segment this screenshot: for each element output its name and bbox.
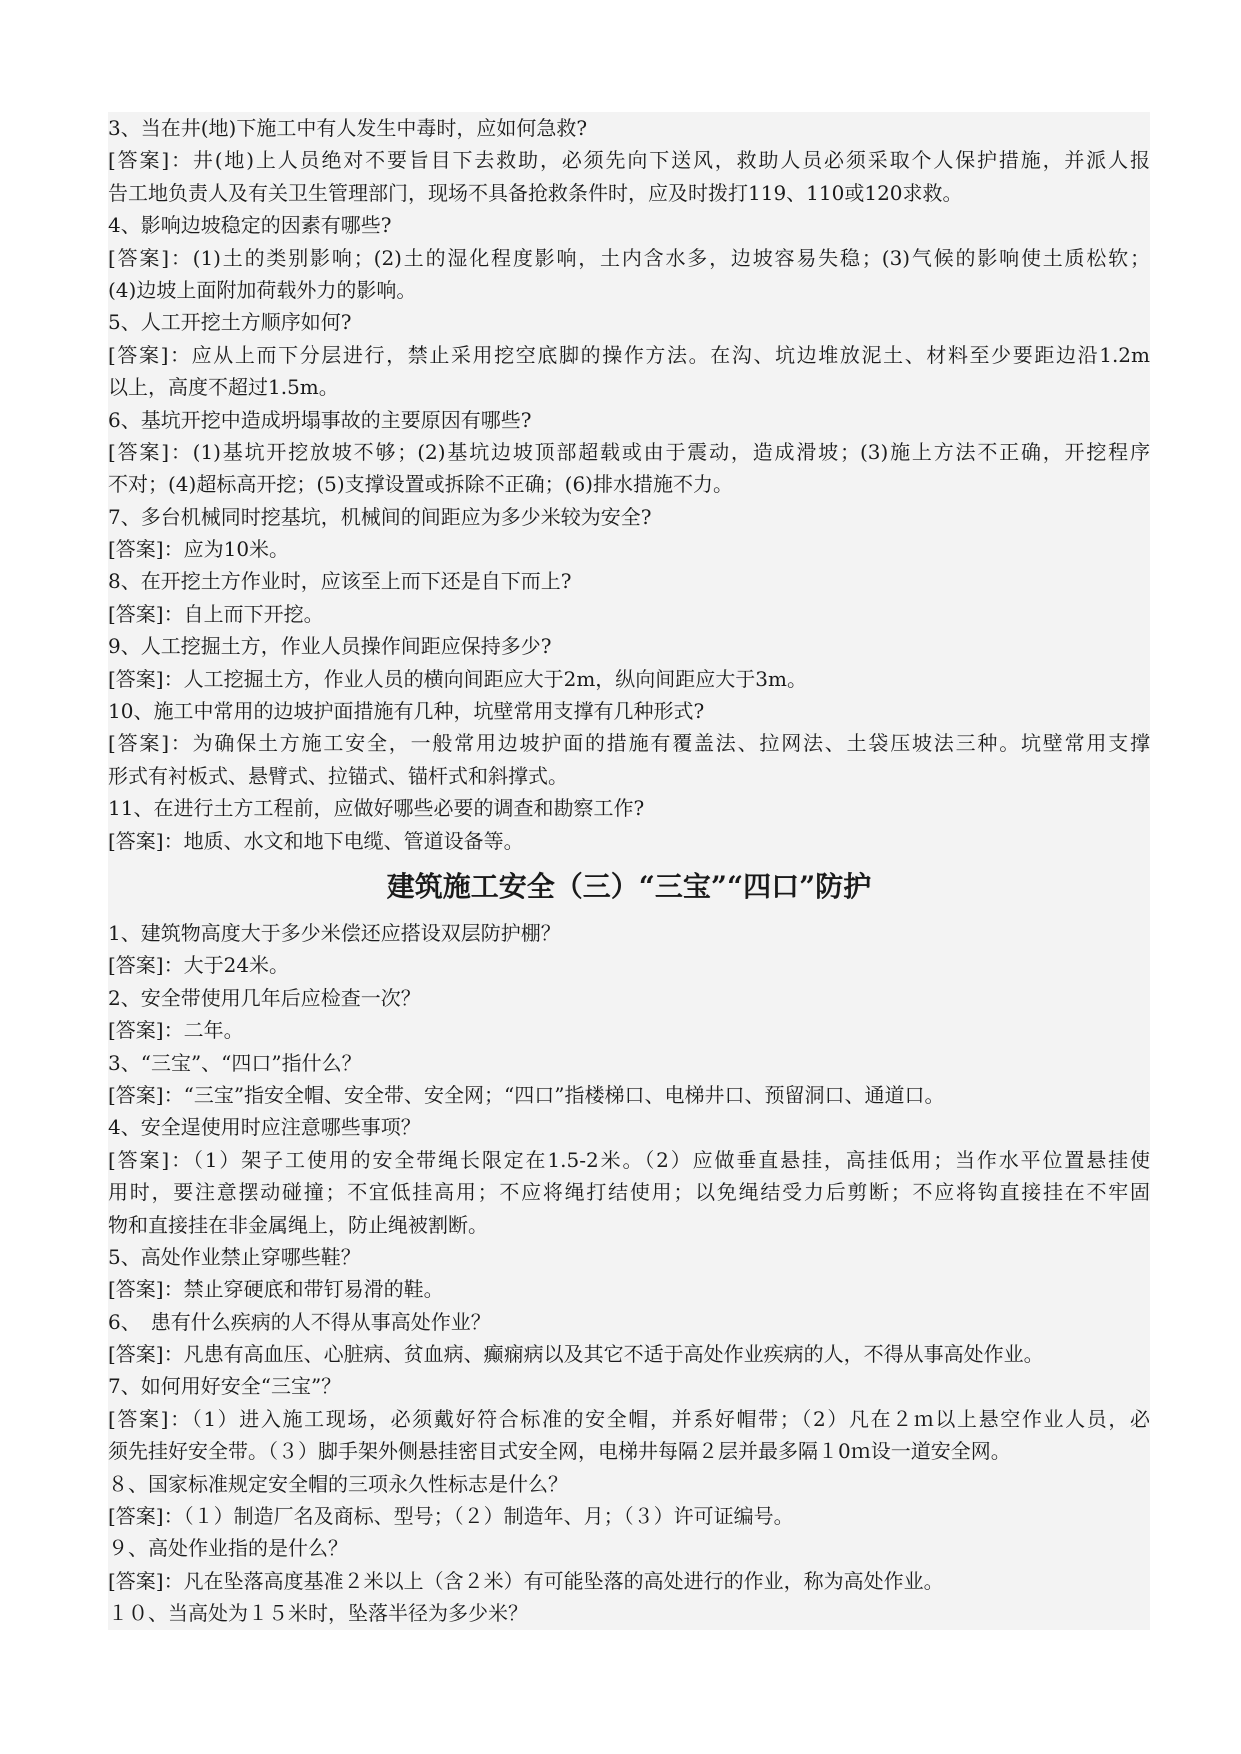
text-line: 告工地负责人及有关卫生管理部门，现场不具备抢救条件时，应及时拨打119、110或120求救。 xyxy=(108,180,963,205)
answer-line: [答案]：凡患有高血压、心脏病、贫血病、癫痫病以及其它不适于高处作业疾病的人，不得从事高处作业。 xyxy=(108,1342,1044,1367)
answer-line: [答案]：禁止穿硬底和带钉易滑的鞋。 xyxy=(108,1277,444,1302)
qa-section-three-treasures-four-openings xyxy=(108,917,1150,1630)
qa-section-earthwork xyxy=(108,112,1150,857)
answer-line: [答案]：二年。 xyxy=(108,1018,244,1043)
question-line: 3、当在井(地)下施工中有人发生中毒时，应如何急救? xyxy=(108,116,588,140)
answer-line: [答案]：（1）进入施工现场，必须戴好符合标准的安全帽，并系好帽带；（2）凡在２ｍ以上悬空作业人员，必 xyxy=(108,1406,1150,1431)
question-line: ８、国家标准规定安全帽的三项永久性标志是什么？ xyxy=(108,1471,568,1496)
answer-line: [答案]：井(地)上人员绝对不要旨目下去救助，必须先向下送风，救助人员必须采取个人保护措施，并派人报 xyxy=(108,148,1150,173)
answer-line: [答案]：自上而下开挖。 xyxy=(108,601,324,626)
text-line: (4)边坡上面附加荷载外力的影响。 xyxy=(108,277,417,302)
text-line: 物和直接挂在非金属绳上，防止绳被割断。 xyxy=(108,1212,488,1237)
question-line: 7、多台机械同时挖基坑，机械间的间距应为多少米较为安全? xyxy=(108,504,652,529)
question-line: 6、基坑开挖中造成坍塌事故的主要原因有哪些? xyxy=(108,407,532,432)
question-line: １０、当高处为１５米时，坠落半径为多少米？ xyxy=(108,1601,528,1626)
answer-line: [答案]：“三宝”指安全帽、安全带、安全网；“四口”指楼梯口、电梯井口、预留洞口、通道口。 xyxy=(108,1082,945,1107)
question-line: 1、建筑物高度大于多少米偿还应搭设双层防护棚？ xyxy=(108,920,561,945)
question-line: 9、人工挖掘土方，作业人员操作间距应保持多少? xyxy=(108,634,552,659)
answer-line: [答案]：(1)基坑开挖放坡不够；(2)基坑边坡顶部超载或由于震动，造成滑坡；(3)施上方法不正确，开挖程序 xyxy=(108,439,1150,464)
answer-line: [答案]：（1）架子工使用的安全带绳长限定在1.5-2米。（2）应做垂直悬挂，高挂低用；当作水平位置悬挂使 xyxy=(108,1147,1150,1172)
question-line: 6、 患有什么疾病的人不得从事高处作业？ xyxy=(108,1309,491,1334)
question-line: 7、如何用好安全“三宝”？ xyxy=(108,1374,342,1399)
question-line: 5、高处作业禁止穿哪些鞋？ xyxy=(108,1244,361,1269)
text-line: 以上，高度不超过1.5m。 xyxy=(108,375,339,400)
question-line: 4、影响边坡稳定的因素有哪些? xyxy=(108,213,392,238)
text-line: 用时，要注意摆动碰撞；不宜低挂高用；不应将绳打结使用；以免绳结受力后剪断；不应将钩直接挂在不牢固 xyxy=(108,1180,1150,1205)
answer-line: [答案]：地质、水文和地下电缆、管道设备等。 xyxy=(108,828,524,853)
question-line: 2、安全带使用几年后应检查一次？ xyxy=(108,985,421,1010)
question-line: 11、在进行土方工程前，应做好哪些必要的调查和勘察工作? xyxy=(108,796,645,821)
answer-line: [答案]：为确保土方施工安全，一般常用边坡护面的措施有覆盖法、拉网法、土袋压坡法三种。坑壁常用支撑 xyxy=(108,731,1150,756)
question-line: 4、安全逞使用时应注意哪些事项？ xyxy=(108,1115,421,1140)
answer-line: [答案]：大于24米。 xyxy=(108,953,290,978)
question-line: 10、施工中常用的边坡护面措施有几种，坑壁常用支撑有几种形式? xyxy=(108,699,705,724)
answer-line: [答案]：人工挖掘土方，作业人员的横向间距应大于2m，纵向间距应大于3m。 xyxy=(108,666,807,691)
text-line: 不对；(4)超标高开挖；(5)支撑设置或拆除不正确；(6)排水措施不力。 xyxy=(108,472,733,497)
section-title: 建筑施工安全（三）“三宝”“四口”防护 xyxy=(386,869,872,903)
answer-line: [答案]：凡在坠落高度基准２米以上（含２米）有可能坠落的高处进行的作业，称为高处作业。 xyxy=(108,1568,944,1593)
answer-line: [答案]：(1)土的类别影响；(2)土的湿化程度影响，土内含水多，边坡容易失稳；(3)气候的影响使土质松软； xyxy=(108,245,1150,270)
answer-line: [答案]：应从上而下分层进行，禁止采用挖空底脚的操作方法。在沟、坑边堆放泥土、材料至少要距边沿1.2m xyxy=(108,342,1150,367)
answer-line: [答案]：（１）制造厂名及商标、型号；（２）制造年、月；（３）许可证编号。 xyxy=(108,1504,794,1529)
text-line: 须先挂好安全带。（３）脚手架外侧悬挂密目式安全网，电梯井每隔２层并最多隔１0ｍ设一道安全网。 xyxy=(108,1439,1011,1464)
question-line: 3、“三宝”、“四口”指什么？ xyxy=(108,1050,362,1075)
document-page xyxy=(108,112,1150,1630)
question-line: 8、在开挖土方作业时，应该至上而下还是自下而上? xyxy=(108,569,572,594)
question-line: 5、人工开挖土方顺序如何? xyxy=(108,310,352,335)
question-line: ９、高处作业指的是什么？ xyxy=(108,1536,348,1561)
answer-line: [答案]：应为10米。 xyxy=(108,537,290,562)
text-line: 形式有衬板式、悬臂式、拉锚式、锚杆式和斜撑式。 xyxy=(108,763,568,788)
